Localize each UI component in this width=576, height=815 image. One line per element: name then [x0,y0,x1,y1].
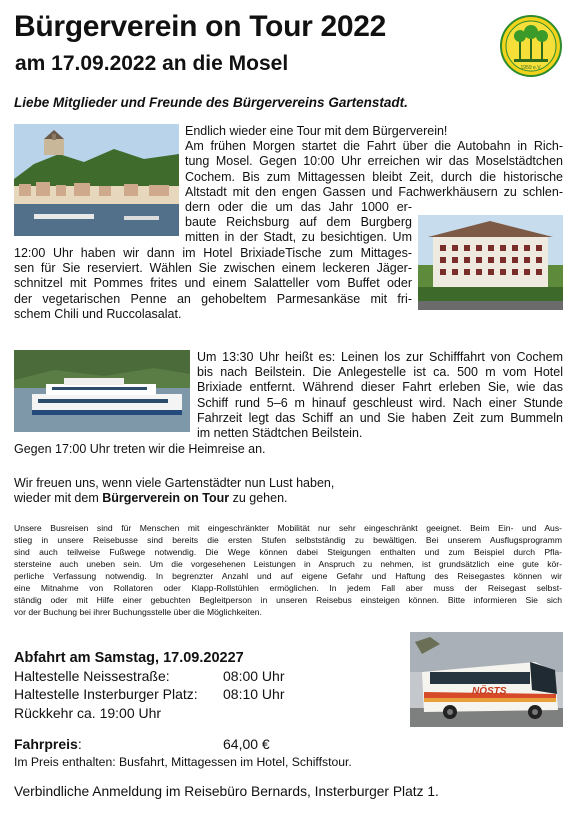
intro-paragraph-middle [185,200,412,246]
registration-note: Verbindliche Anmeldung im Reisebüro Bernards, Insterburger Platz 1. [14,784,439,799]
logo-text: 1959 e.V. [520,65,542,71]
intro-line: baute Reichsburg auf dem Burgberg [185,215,412,230]
intro-paragraph-lower [14,246,412,322]
page-title: Bürgerverein on Tour 2022 [14,10,387,43]
price-included: Im Preis enthalten: Busfahrt, Mittagessen im Hotel, Schiffstour. [14,755,352,769]
intro-line: dern oder die um das Jahr 1000 er- [185,200,412,214]
bus-photo [410,632,563,727]
closing-prefix: wieder mit dem [14,491,103,506]
intro-line: der vegetarischen Penne an gehobeltem Parmesankäse mit fri- [14,291,412,306]
boat-line: Schiff rund 5–6 m hinauf geschleust wird. Nach einer Stunde [197,395,563,410]
return-trip-line [14,442,266,457]
return-time: Rückkehr ca. 19:00 Uhr [14,705,162,721]
boat-line: Um 13:30 Uhr heißt es: Leinen los zur Schifffahrt von Cochem [197,350,563,364]
hotel-photo [418,215,563,310]
stop1-label: Haltestelle Neissestraße: [14,668,170,684]
bus-lettering: NÖSTS [472,686,507,697]
notice-line: eine Mitnahme von Rollatoren oder Klapp-Rollstühlen ermöglichen. In jedem Fall aber muss der Reisegast selbst- [14,583,562,593]
price-label-row [14,736,82,753]
intro-line: Cochem. Bis zum Mittagessen bleibt Zeit, durch die historische [185,169,563,184]
intro-line: sen für Sie reserviert. Wählen Sie zwischen einem leckeren Jäger- [14,261,412,276]
notice-line: stersteine auch uneben sein. Um die vorgesehenen Leistungen in Anspruch zu nehmen, ist grundsätzlich eine gute kör- [14,559,562,569]
notice-line: stieg in unsere Reisebusse sind bereits die ersten Stufen selbstständig zu bewältigen. Bei unserem Ausflugsprogramm [14,535,562,545]
notice-line: sind auch teilweise Fußwege notwendig. Die Wege können dabei Steigungen enthalten und zum Beispiel durch Pfla- [14,547,562,557]
closing-suffix: zu gehen. [229,491,288,506]
intro-line: 12:00 Uhr haben wir dann im Hotel BrixiadeTische zum Mittages- [14,246,412,260]
closing-line-1: Wir freuen uns, wenn viele Gartenstädter nun Lust haben, [14,476,335,490]
ship-photo [14,350,190,432]
boat-paragraph [197,350,563,441]
page-subtitle: am 17.09.2022 an die Mosel [15,52,289,75]
club-logo [500,15,562,77]
stop2-label: Haltestelle Insterburger Platz: [14,686,198,702]
price-value: 64,00 € [223,736,270,752]
price-label: Fahrpreis [14,736,78,752]
intro-line: Am frühen Morgen startet die Fahrt über die Autobahn in Rich- [185,139,563,154]
intro-line: schnitzel mit Pommes frites und einem Salatteller vom Buffet oder [14,276,412,291]
intro-line: Altstadt mit den engen Gassen und Fachwerkhäusern zu schlen- [185,184,563,199]
notice-line: ständig oder mit Hilfe einer gebuchten Begleitperson in unseren Reisebus einsteigen können. Bitte informieren Sie sich [14,595,562,605]
intro-line: Endlich wieder eine Tour mit dem Bürgerverein! [185,124,448,138]
notice-line: Unsere Busreisen sind für Menschen mit eingeschränkter Mobilität nur sehr eingeschränkt geeignet. Beim Ein- und Aus- [14,523,562,533]
cochem-photo [14,124,179,236]
closing-paragraph [14,476,334,506]
intro-paragraph-upper [185,124,563,200]
closing-bold: Bürgerverein on Tour [102,491,230,506]
intro-line: mitten in der Stadt, zu besichtigen. Um [185,230,412,245]
notice-line: vor der Buchung bei ihrer Buchungsstelle über die Möglichkeiten. [14,607,262,617]
boat-line: bis nach Beilstein. Die Anlegestelle ist ca. 500 m vom Hotel [197,365,563,380]
closing-line-2 [14,491,334,506]
price-colon: : [77,736,82,752]
boat-line: im netten Städtchen Beilstein. [197,426,363,441]
stop2-time: 08:10 Uhr [223,686,285,702]
stop1-time: 08:00 Uhr [223,668,285,684]
boat-line: Brixiade entfernt. Während dieser Fahrt erleben Sie, wie das [197,380,563,395]
boat-line: Gegen 17:00 Uhr treten wir die Heimreise an. [14,442,266,456]
notice-line: perliche Verfassung notwendig. In begrenzter Anzahl und auf eigene Gefahr und Haftung des Reisegastes können wir [14,571,562,581]
intro-line: schem Chili und Ruccolasalat. [14,306,182,321]
boat-line: Fahrzeit legt das Schiff an und Sie haben Zeit zum Bummeln [197,410,563,425]
departure-heading: Abfahrt am Samstag, 17.09.20227 [14,650,244,666]
intro-line: tung Mosel. Gegen 10:00 Uhr erreichen wir das Moselstädtchen [185,154,563,169]
accessibility-notice [14,522,562,618]
greeting: Liebe Mitglieder und Freunde des Bürgervereins Gartenstadt. [14,95,408,110]
